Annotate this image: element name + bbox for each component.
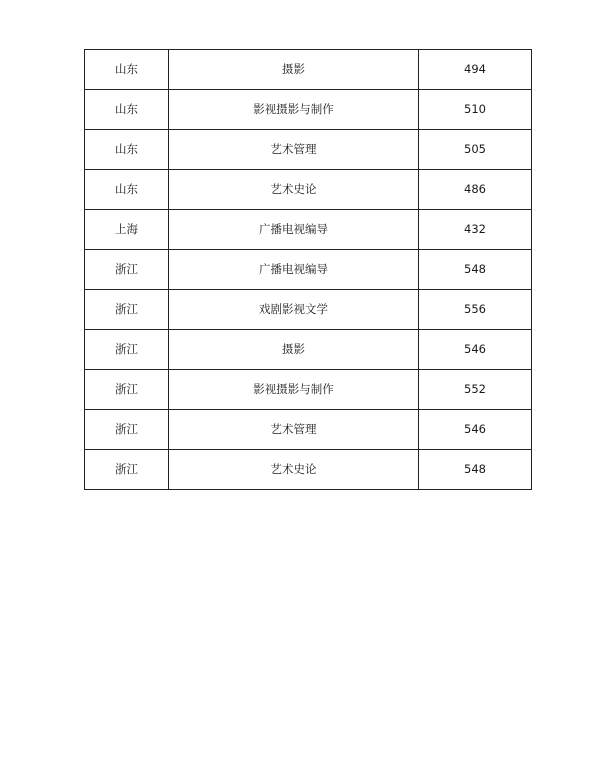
- score-table: [84, 49, 532, 490]
- province-cell: 浙江: [85, 410, 169, 450]
- score-cell: 546: [419, 410, 532, 450]
- table-row: [85, 450, 532, 490]
- major-cell: 影视摄影与制作: [169, 90, 419, 130]
- table-row: [85, 250, 532, 290]
- major-cell: 摄影: [169, 330, 419, 370]
- score-cell: 552: [419, 370, 532, 410]
- score-cell: 548: [419, 250, 532, 290]
- score-cell: 546: [419, 330, 532, 370]
- table-row: [85, 330, 532, 370]
- table-row: [85, 50, 532, 90]
- major-cell: 艺术史论: [169, 450, 419, 490]
- province-cell: 浙江: [85, 290, 169, 330]
- major-cell: 艺术史论: [169, 170, 419, 210]
- table-row: [85, 210, 532, 250]
- province-cell: 浙江: [85, 250, 169, 290]
- score-cell: 494: [419, 50, 532, 90]
- province-cell: 山东: [85, 170, 169, 210]
- province-cell: 山东: [85, 130, 169, 170]
- province-cell: 浙江: [85, 330, 169, 370]
- major-cell: 广播电视编导: [169, 210, 419, 250]
- table-row: [85, 370, 532, 410]
- score-cell: 510: [419, 90, 532, 130]
- province-cell: 浙江: [85, 450, 169, 490]
- province-cell: 山东: [85, 50, 169, 90]
- table-row: [85, 290, 532, 330]
- major-cell: 艺术管理: [169, 130, 419, 170]
- table-row: [85, 130, 532, 170]
- table-row: [85, 170, 532, 210]
- major-cell: 广播电视编导: [169, 250, 419, 290]
- score-cell: 486: [419, 170, 532, 210]
- score-cell: 556: [419, 290, 532, 330]
- major-cell: 摄影: [169, 50, 419, 90]
- major-cell: 影视摄影与制作: [169, 370, 419, 410]
- province-cell: 浙江: [85, 370, 169, 410]
- score-cell: 432: [419, 210, 532, 250]
- province-cell: 山东: [85, 90, 169, 130]
- major-cell: 艺术管理: [169, 410, 419, 450]
- table-row: [85, 90, 532, 130]
- major-cell: 戏剧影视文学: [169, 290, 419, 330]
- table-row: [85, 410, 532, 450]
- score-table-body: [85, 50, 532, 490]
- score-cell: 548: [419, 450, 532, 490]
- province-cell: 上海: [85, 210, 169, 250]
- score-cell: 505: [419, 130, 532, 170]
